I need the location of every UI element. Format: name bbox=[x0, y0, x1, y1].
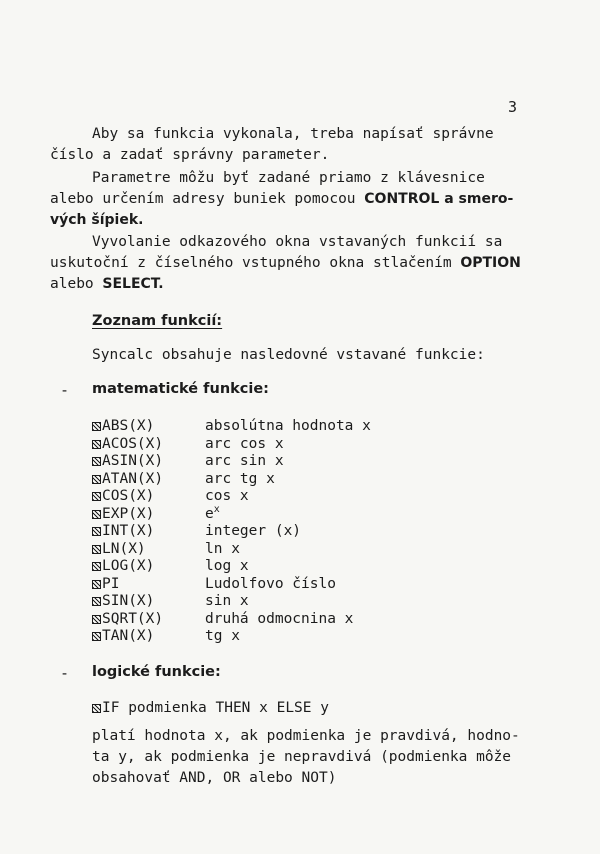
function-row: SIN(X) sin x bbox=[92, 593, 532, 611]
paragraph-1-line-1: Aby sa funkcia vykonala, treba napísať správne bbox=[92, 126, 494, 142]
math-dash: - bbox=[60, 381, 70, 399]
paragraph-3 bbox=[50, 232, 528, 295]
if-description bbox=[92, 726, 532, 789]
option-key-bold: OPTION bbox=[460, 255, 521, 271]
paragraph-2-line-1: Parametre môžu byť zadané priamo z klávesnice bbox=[92, 170, 485, 186]
function-row: TAN(X) tg x bbox=[92, 628, 532, 646]
bullet-mark-icon bbox=[92, 545, 101, 554]
bullet-mark-icon bbox=[92, 597, 101, 606]
function-row: ABS(X) absolútna hodnota x bbox=[92, 418, 532, 436]
select-key-bold: SELECT. bbox=[102, 276, 164, 292]
bullet-mark-icon bbox=[92, 527, 101, 536]
bullet-mark-icon bbox=[92, 632, 101, 641]
intro-text: Syncalc obsahuje nasledovné vstavané funkcie: bbox=[92, 347, 485, 363]
bullet-mark-icon bbox=[92, 704, 101, 713]
if-description-line-3: obsahovať AND, OR alebo NOT) bbox=[92, 770, 337, 786]
paragraph-2-line-3: vých šípiek. bbox=[50, 212, 144, 228]
bullet-mark-icon bbox=[92, 440, 101, 449]
function-row: ATAN(X) arc tg x bbox=[92, 471, 532, 489]
function-row: ACOS(X) arc cos x bbox=[92, 436, 532, 454]
bullet-mark-icon bbox=[92, 475, 101, 484]
bullet-mark-icon bbox=[92, 492, 101, 501]
logic-dash: - bbox=[60, 664, 70, 682]
control-keys-bold: CONTROL a smero- bbox=[364, 191, 514, 207]
paragraph-3-line-3: alebo SELECT. bbox=[50, 276, 164, 292]
section-title: Zoznam funkcií: bbox=[92, 313, 223, 329]
if-description-line-1: platí hodnota x, ak podmienka je pravdivá, hodno- bbox=[92, 728, 520, 744]
function-row: SQRT(X) druhá odmocnina x bbox=[92, 611, 532, 629]
function-row: INT(X) integer (x) bbox=[92, 523, 532, 541]
paragraph-2 bbox=[50, 168, 528, 231]
paragraph-3-line-1: Vyvolanie odkazového okna vstavaných funkcií sa bbox=[92, 234, 503, 250]
function-row: COS(X) cos x bbox=[92, 488, 532, 506]
bullet-mark-icon bbox=[92, 615, 101, 624]
paragraph-2-line-2: alebo určením adresy buniek pomocou CONTROL a smero- bbox=[50, 191, 514, 207]
bullet-mark-icon bbox=[92, 510, 101, 519]
function-row: PI Ludolfovo číslo bbox=[92, 576, 532, 594]
bullet-mark-icon bbox=[92, 562, 101, 571]
page-number: 3 bbox=[508, 98, 518, 116]
math-heading: matematické funkcie: bbox=[92, 381, 269, 397]
math-function-list bbox=[92, 418, 532, 646]
function-row: LOG(X) log x bbox=[92, 558, 532, 576]
logic-heading: logické funkcie: bbox=[92, 664, 221, 680]
function-row: LN(X) ln x bbox=[92, 541, 532, 559]
paragraph-1 bbox=[50, 124, 528, 166]
if-function-line: IF podmienka THEN x ELSE y bbox=[92, 700, 329, 716]
bullet-mark-icon bbox=[92, 457, 101, 466]
function-row: EXP(X) $e^x$ bbox=[92, 506, 532, 524]
paragraph-3-line-2: uskutoční z číselného vstupného okna stlačením OPTION bbox=[50, 255, 521, 271]
if-description-line-2: ta y, ak podmienka je nepravdivá (podmienka môže bbox=[92, 749, 512, 765]
bullet-mark-icon bbox=[92, 422, 101, 431]
function-row: ASIN(X) arc sin x bbox=[92, 453, 532, 471]
paragraph-1-line-2: číslo a zadať správny parameter. bbox=[50, 147, 330, 163]
bullet-mark-icon bbox=[92, 580, 101, 589]
